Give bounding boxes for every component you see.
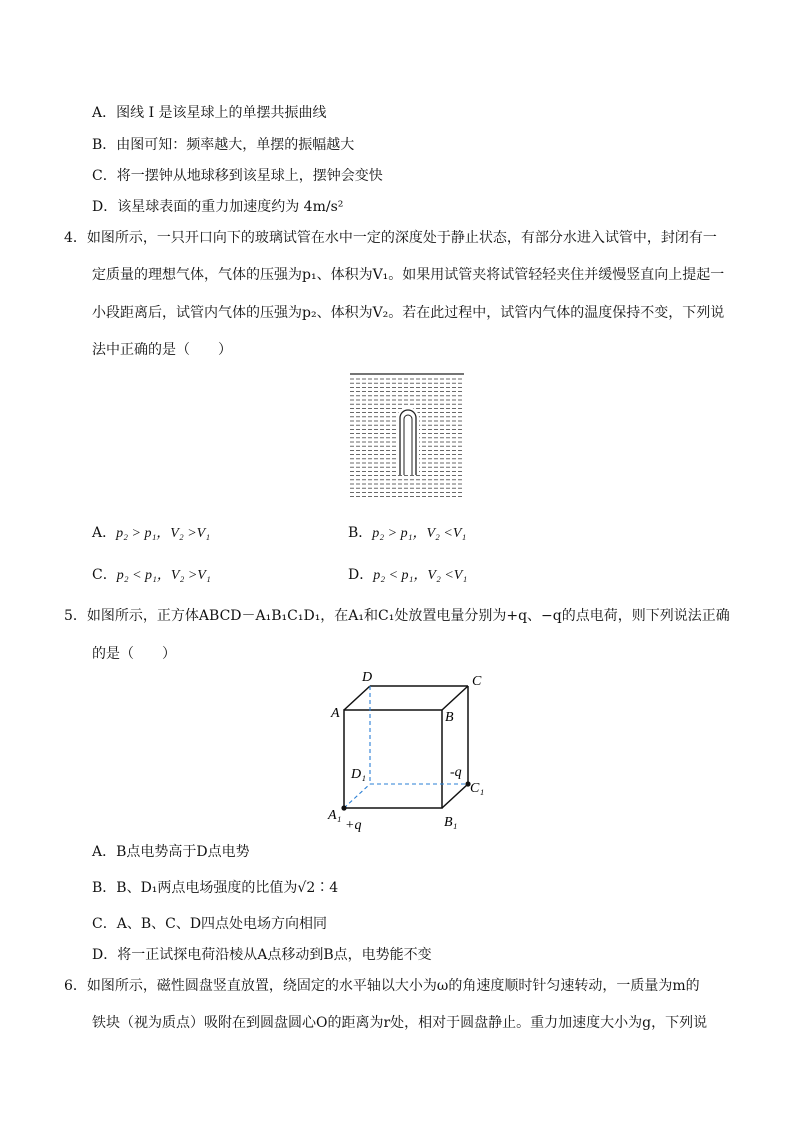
q3-option-b: B．由图可知：频率越大，单摆的振幅越大 — [92, 137, 355, 153]
label-minus-q: -q — [450, 765, 462, 780]
q4-stem-line-3: 小段距离后，试管内气体的压强为p₂、体积为V₂。若在此过程中，试管内气体的温度保持不变，下列说 — [92, 305, 725, 321]
charge-a1 — [341, 805, 346, 810]
q6-stem-line-1: 6．如图所示，磁性圆盘竖直放置，绕固定的水平轴以大小为ω的角速度顺时针匀速转动，一质量为m的 — [64, 978, 700, 994]
label-d1: D₁ — [351, 767, 366, 782]
label-a: A — [331, 706, 340, 721]
label-a1: A₁ — [328, 808, 342, 823]
hidden-edge-a1d1 — [344, 784, 370, 808]
q5-option-b: B．B、D₁两点电场强度的比值为√2∶4 — [92, 880, 339, 896]
edge-ad — [344, 686, 370, 710]
cube-figure — [326, 666, 496, 834]
q5-option-c: C．A、B、C、D四点处电场方向相同 — [92, 916, 328, 932]
edge-b1c1 — [442, 784, 468, 808]
q4-option-a: A．p₂ > p₁，V₂ >V₁ — [92, 525, 211, 541]
edge-bc — [442, 686, 468, 710]
q5-option-d: D．将一正试探电荷沿棱从A点移动到B点，电势能不变 — [92, 947, 432, 963]
q3-option-c: C．将一摆钟从地球移到该星球上，摆钟会变快 — [92, 168, 383, 184]
label-c1: C₁ — [470, 781, 485, 796]
tube-mask — [400, 410, 416, 475]
q3-option-d: D．该星球表面的重力加速度约为 4m/s² — [92, 199, 344, 215]
q3-option-a: A．图线 I 是该星球上的单摆共振曲线 — [92, 105, 327, 121]
q4-option-b: B．p₂ > p₁，V₂ <V₁ — [348, 525, 467, 541]
q5-option-a: A．B点电势高于D点电势 — [92, 844, 250, 860]
q4-stem-line-4: 法中正确的是（ ） — [92, 342, 232, 358]
q4-option-d: D．p₂ < p₁，V₂ <V₁ — [348, 567, 468, 583]
q5-stem-line-1: 5．如图所示，正方体ABCD－A₁B₁C₁D₁，在A₁和C₁处放置电量分别为+q、−q的点电荷，则下列说法正确 — [64, 608, 730, 624]
label-c: C — [472, 674, 482, 689]
test-tube-figure — [348, 372, 466, 504]
cube-front-face — [344, 710, 442, 808]
q4-stem-line-1: 4．如图所示，一只开口向下的玻璃试管在水中一定的深度处于静止状态，有部分水进入试管中，封闭有一 — [64, 230, 717, 246]
label-b: B — [445, 710, 454, 725]
label-d: D — [362, 670, 373, 685]
q4-option-c: C．p₂ < p₁，V₂ >V₁ — [92, 567, 211, 583]
label-plus-q: +q — [345, 818, 362, 833]
q5-stem-line-2: 的是（ ） — [92, 646, 176, 662]
q4-stem-line-2: 定质量的理想气体，气体的压强为p₁、体积为V₁。如果用试管夹将试管轻轻夹住并缓慢竖直向上提起一 — [92, 267, 725, 283]
label-b1: B₁ — [444, 815, 458, 830]
q6-stem-line-2: 铁块（视为质点）吸附在到圆盘圆心O的距离为r处，相对于圆盘静止。重力加速度大小为g，下列说 — [92, 1015, 708, 1031]
